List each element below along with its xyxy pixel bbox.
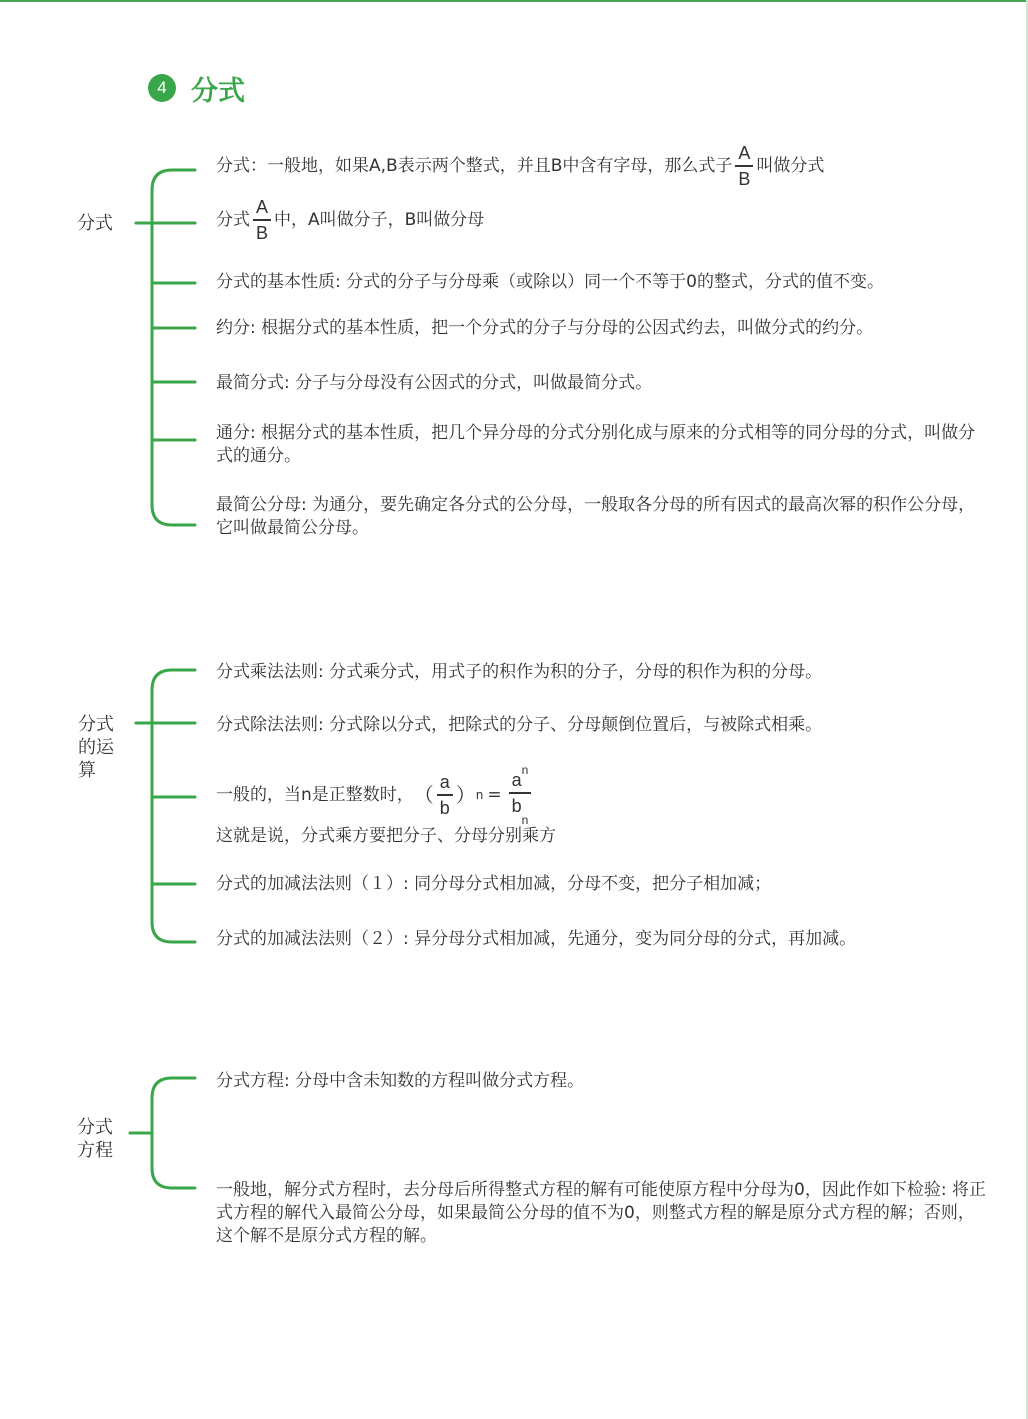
item-fractional-equation: 分式方程: 分母中含未知数的方程叫做分式方程。 [216,1071,585,1091]
fraction-a-over-b: $\frac{A}{B}$ [253,196,271,244]
item-numerator-denominator: 分式 $\frac{A}{B}$ 中，A叫做分子，B叫做分母 [216,197,485,243]
item-definition: 分式：一般地，如果A,B表示两个整式，并且B中含有字母，那么式子 $\frac{A}{B}$ 叫做分式 [216,143,825,189]
bracket-fangcheng [152,1078,195,1188]
fraction-an-over-bn: $\frac{a^n}{b_n}$ [509,759,532,831]
bracket-yunsuan [152,670,195,942]
power-rule-note: 这就是说，分式乘方要把分子、分母分别乘方 [216,826,556,846]
item-add-sub-rule-1: 分式的加减法法则（１）: 同分母分式相加减，分母不变，把分子相加减； [216,874,772,894]
item-add-sub-rule-2: 分式的加减法法则（２）: 异分母分式相加减，先通分，变为同分母的分式，再加减。 [216,929,857,949]
item-multiplication-rule: 分式乘法法则: 分式乘分式，用式子的积作为积的分子，分母的积作为积的分母。 [216,662,823,682]
item-common-denominator: 通分: 根据分式的基本性质，把几个异分母的分式分别化成与原来的分式相等的同分母的分式，叫做分式的通分。 [216,423,976,466]
section-number-badge: 4 [148,74,176,102]
item-lcd: 最简公分母: 为通分，要先确定各分式的公分母，一般取各分母的所有因式的最高次幂的积作公分母，它叫做最简公分母。 [216,495,976,538]
label-fenshi: 分式 [77,213,113,234]
power-formula: 一般的，当n是正整数时， （ $\frac{a}{b}$ ） n = $\frac{a^n}{b_n}$ [216,765,556,825]
label-fenshi-yunsuan: 分式 的运 算 [78,714,114,781]
section-title: 分式 [191,75,245,107]
item-division-rule: 分式除法法则: 分式除以分式，把除式的分子、分母颠倒位置后，与被除式相乘。 [216,715,823,735]
item-solution-check: 一般地，解分式方程时，去分母后所得整式方程的解有可能使原方程中分母为0，因此作如下检验: 将正式方程的解代入最简公分母，如果最简公分母的值不为0，则整式方程的解是原分式方程的解；否则，这个解不是原分式方程的解。 [216,1180,986,1246]
item-simplest-fraction: 最简分式: 分子与分母没有公因式的分式，叫做最简分式。 [216,373,653,393]
item-power-rule [216,765,556,848]
fraction-a-over-b: $\frac{A}{B}$ [735,142,753,190]
label-fenshi-fangcheng: 分式 方程 [77,1117,113,1161]
fraction-a-over-b: $\frac{a}{b}$ [437,771,453,819]
item-reduction: 约分: 根据分式的基本性质，把一个分式的分子与分母的公因式约去，叫做分式的约分。 [216,318,874,338]
item-basic-property: 分式的基本性质: 分式的分子与分母乘（或除以）同一个不等于0的整式，分式的值不变。 [216,272,884,292]
